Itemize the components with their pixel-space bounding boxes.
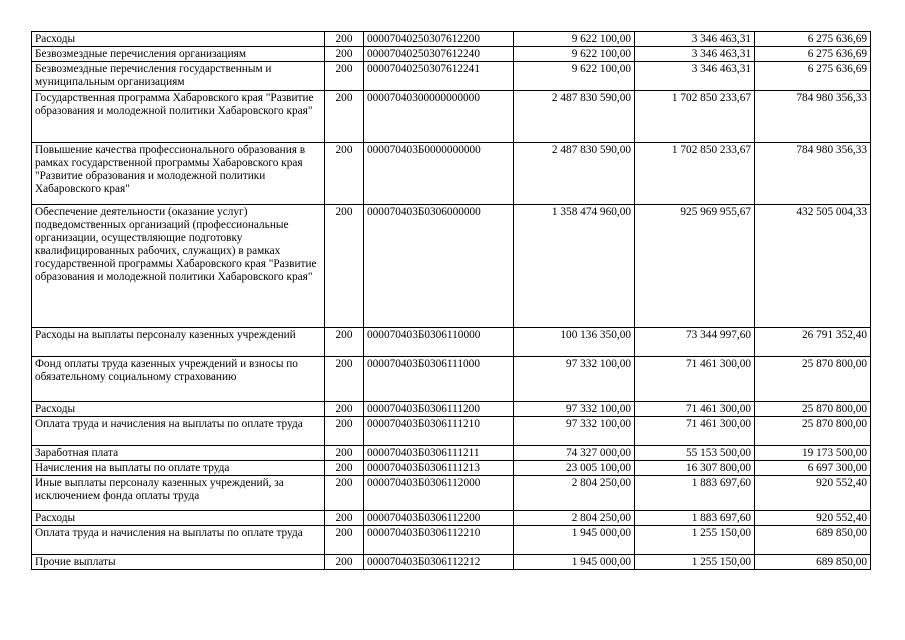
row-approved-value-cell: 9 622 100,00 xyxy=(514,32,635,47)
row-approved-value-cell: 2 487 830 590,00 xyxy=(514,91,635,143)
row-name-cell: Оплата труда и начисления на выплаты по оплате труда xyxy=(32,526,325,555)
row-remaining-value-cell: 6 275 636,69 xyxy=(755,47,871,62)
row-remaining-value-cell: 784 980 356,33 xyxy=(755,91,871,143)
row-remaining-value-cell: 784 980 356,33 xyxy=(755,143,871,205)
row-executed-value-cell: 1 255 150,00 xyxy=(635,526,755,555)
row-code-cell: 200 xyxy=(325,62,364,91)
row-kbk-cell: 000070403Б0306111211 xyxy=(364,446,514,461)
row-executed-value-cell: 73 344 997,60 xyxy=(635,328,755,357)
row-code-cell: 200 xyxy=(325,476,364,511)
table-row xyxy=(32,446,871,461)
row-code-cell: 200 xyxy=(325,91,364,143)
row-code-cell: 200 xyxy=(325,446,364,461)
row-code-cell: 200 xyxy=(325,511,364,526)
row-name-cell: Расходы на выплаты персоналу казенных учреждений xyxy=(32,328,325,357)
row-approved-value-cell: 2 487 830 590,00 xyxy=(514,143,635,205)
row-approved-value-cell: 9 622 100,00 xyxy=(514,47,635,62)
row-name-cell: Прочие выплаты xyxy=(32,555,325,570)
row-code-cell: 200 xyxy=(325,328,364,357)
row-kbk-cell: 000070403Б0000000000 xyxy=(364,143,514,205)
row-approved-value-cell: 74 327 000,00 xyxy=(514,446,635,461)
row-approved-value-cell: 97 332 100,00 xyxy=(514,357,635,402)
row-approved-value-cell: 2 804 250,00 xyxy=(514,476,635,511)
row-executed-value-cell: 71 461 300,00 xyxy=(635,417,755,446)
budget-table-body xyxy=(32,32,871,570)
row-executed-value-cell: 1 255 150,00 xyxy=(635,555,755,570)
row-kbk-cell: 00007040250307612200 xyxy=(364,32,514,47)
row-approved-value-cell: 100 136 350,00 xyxy=(514,328,635,357)
row-name-cell: Расходы xyxy=(32,32,325,47)
row-remaining-value-cell: 19 173 500,00 xyxy=(755,446,871,461)
row-name-cell: Расходы xyxy=(32,511,325,526)
row-code-cell: 200 xyxy=(325,32,364,47)
row-approved-value-cell: 1 945 000,00 xyxy=(514,526,635,555)
row-name-cell: Расходы xyxy=(32,402,325,417)
table-row xyxy=(32,62,871,91)
row-executed-value-cell: 1 702 850 233,67 xyxy=(635,143,755,205)
table-row xyxy=(32,476,871,511)
row-name-cell: Заработная плата xyxy=(32,446,325,461)
row-name-cell: Оплата труда и начисления на выплаты по оплате труда xyxy=(32,417,325,446)
row-approved-value-cell: 9 622 100,00 xyxy=(514,62,635,91)
row-approved-value-cell: 97 332 100,00 xyxy=(514,417,635,446)
row-code-cell: 200 xyxy=(325,402,364,417)
table-row xyxy=(32,328,871,357)
table-row xyxy=(32,402,871,417)
table-row xyxy=(32,143,871,205)
row-code-cell: 200 xyxy=(325,417,364,446)
row-executed-value-cell: 1 702 850 233,67 xyxy=(635,91,755,143)
row-code-cell: 200 xyxy=(325,357,364,402)
table-row xyxy=(32,32,871,47)
row-kbk-cell: 000070403Б0306111213 xyxy=(364,461,514,476)
row-remaining-value-cell: 6 697 300,00 xyxy=(755,461,871,476)
row-kbk-cell: 00007040300000000000 xyxy=(364,91,514,143)
row-kbk-cell: 000070403Б0306112200 xyxy=(364,511,514,526)
row-code-cell: 200 xyxy=(325,205,364,328)
row-executed-value-cell: 3 346 463,31 xyxy=(635,62,755,91)
row-kbk-cell: 000070403Б0306110000 xyxy=(364,328,514,357)
table-row xyxy=(32,526,871,555)
row-executed-value-cell: 55 153 500,00 xyxy=(635,446,755,461)
row-name-cell: Повышение качества профессионального образования в рамках государственной программы Хабаровского края "Развитие образования и молодежной политики Хабаровского края" xyxy=(32,143,325,205)
row-name-cell: Начисления на выплаты по оплате труда xyxy=(32,461,325,476)
row-executed-value-cell: 925 969 955,67 xyxy=(635,205,755,328)
row-approved-value-cell: 1 358 474 960,00 xyxy=(514,205,635,328)
row-executed-value-cell: 16 307 800,00 xyxy=(635,461,755,476)
row-executed-value-cell: 71 461 300,00 xyxy=(635,402,755,417)
row-kbk-cell: 000070403Б0306112212 xyxy=(364,555,514,570)
row-kbk-cell: 00007040250307612241 xyxy=(364,62,514,91)
table-row xyxy=(32,357,871,402)
row-code-cell: 200 xyxy=(325,47,364,62)
row-name-cell: Безвозмездные перечисления государственным и муниципальным организациям xyxy=(32,62,325,91)
table-row xyxy=(32,47,871,62)
row-executed-value-cell: 1 883 697,60 xyxy=(635,511,755,526)
row-name-cell: Иные выплаты персоналу казенных учреждений, за исключением фонда оплаты труда xyxy=(32,476,325,511)
row-kbk-cell: 00007040250307612240 xyxy=(364,47,514,62)
row-approved-value-cell: 2 804 250,00 xyxy=(514,511,635,526)
row-name-cell: Государственная программа Хабаровского края "Развитие образования и молодежной политики Хабаровского края" xyxy=(32,91,325,143)
row-approved-value-cell: 97 332 100,00 xyxy=(514,402,635,417)
row-remaining-value-cell: 26 791 352,40 xyxy=(755,328,871,357)
row-approved-value-cell: 23 005 100,00 xyxy=(514,461,635,476)
row-remaining-value-cell: 920 552,40 xyxy=(755,476,871,511)
row-approved-value-cell: 1 945 000,00 xyxy=(514,555,635,570)
row-remaining-value-cell: 6 275 636,69 xyxy=(755,32,871,47)
row-code-cell: 200 xyxy=(325,555,364,570)
row-name-cell: Обеспечение деятельности (оказание услуг) подведомственных организаций (профессиональные организации, осуществляющие подготовку квалифицированных рабочих, служащих) в рамках государственной программы Хабаровского края "Развитие образования и молодежной политики Хабаровского края" xyxy=(32,205,325,328)
row-kbk-cell: 000070403Б0306112000 xyxy=(364,476,514,511)
row-kbk-cell: 000070403Б0306112210 xyxy=(364,526,514,555)
row-remaining-value-cell: 432 505 004,33 xyxy=(755,205,871,328)
table-row xyxy=(32,205,871,328)
budget-table xyxy=(31,31,871,570)
row-remaining-value-cell: 25 870 800,00 xyxy=(755,417,871,446)
row-remaining-value-cell: 689 850,00 xyxy=(755,555,871,570)
table-row xyxy=(32,91,871,143)
row-kbk-cell: 000070403Б0306111000 xyxy=(364,357,514,402)
row-executed-value-cell: 3 346 463,31 xyxy=(635,47,755,62)
row-code-cell: 200 xyxy=(325,526,364,555)
table-row xyxy=(32,417,871,446)
row-remaining-value-cell: 6 275 636,69 xyxy=(755,62,871,91)
row-executed-value-cell: 71 461 300,00 xyxy=(635,357,755,402)
row-kbk-cell: 000070403Б0306000000 xyxy=(364,205,514,328)
row-remaining-value-cell: 920 552,40 xyxy=(755,511,871,526)
table-row xyxy=(32,461,871,476)
row-remaining-value-cell: 25 870 800,00 xyxy=(755,402,871,417)
row-remaining-value-cell: 689 850,00 xyxy=(755,526,871,555)
row-kbk-cell: 000070403Б0306111210 xyxy=(364,417,514,446)
row-code-cell: 200 xyxy=(325,461,364,476)
row-executed-value-cell: 1 883 697,60 xyxy=(635,476,755,511)
row-remaining-value-cell: 25 870 800,00 xyxy=(755,357,871,402)
table-row xyxy=(32,555,871,570)
row-code-cell: 200 xyxy=(325,143,364,205)
row-executed-value-cell: 3 346 463,31 xyxy=(635,32,755,47)
row-kbk-cell: 000070403Б0306111200 xyxy=(364,402,514,417)
row-name-cell: Безвозмездные перечисления организациям xyxy=(32,47,325,62)
row-name-cell: Фонд оплаты труда казенных учреждений и взносы по обязательному социальному страхованию xyxy=(32,357,325,402)
table-row xyxy=(32,511,871,526)
